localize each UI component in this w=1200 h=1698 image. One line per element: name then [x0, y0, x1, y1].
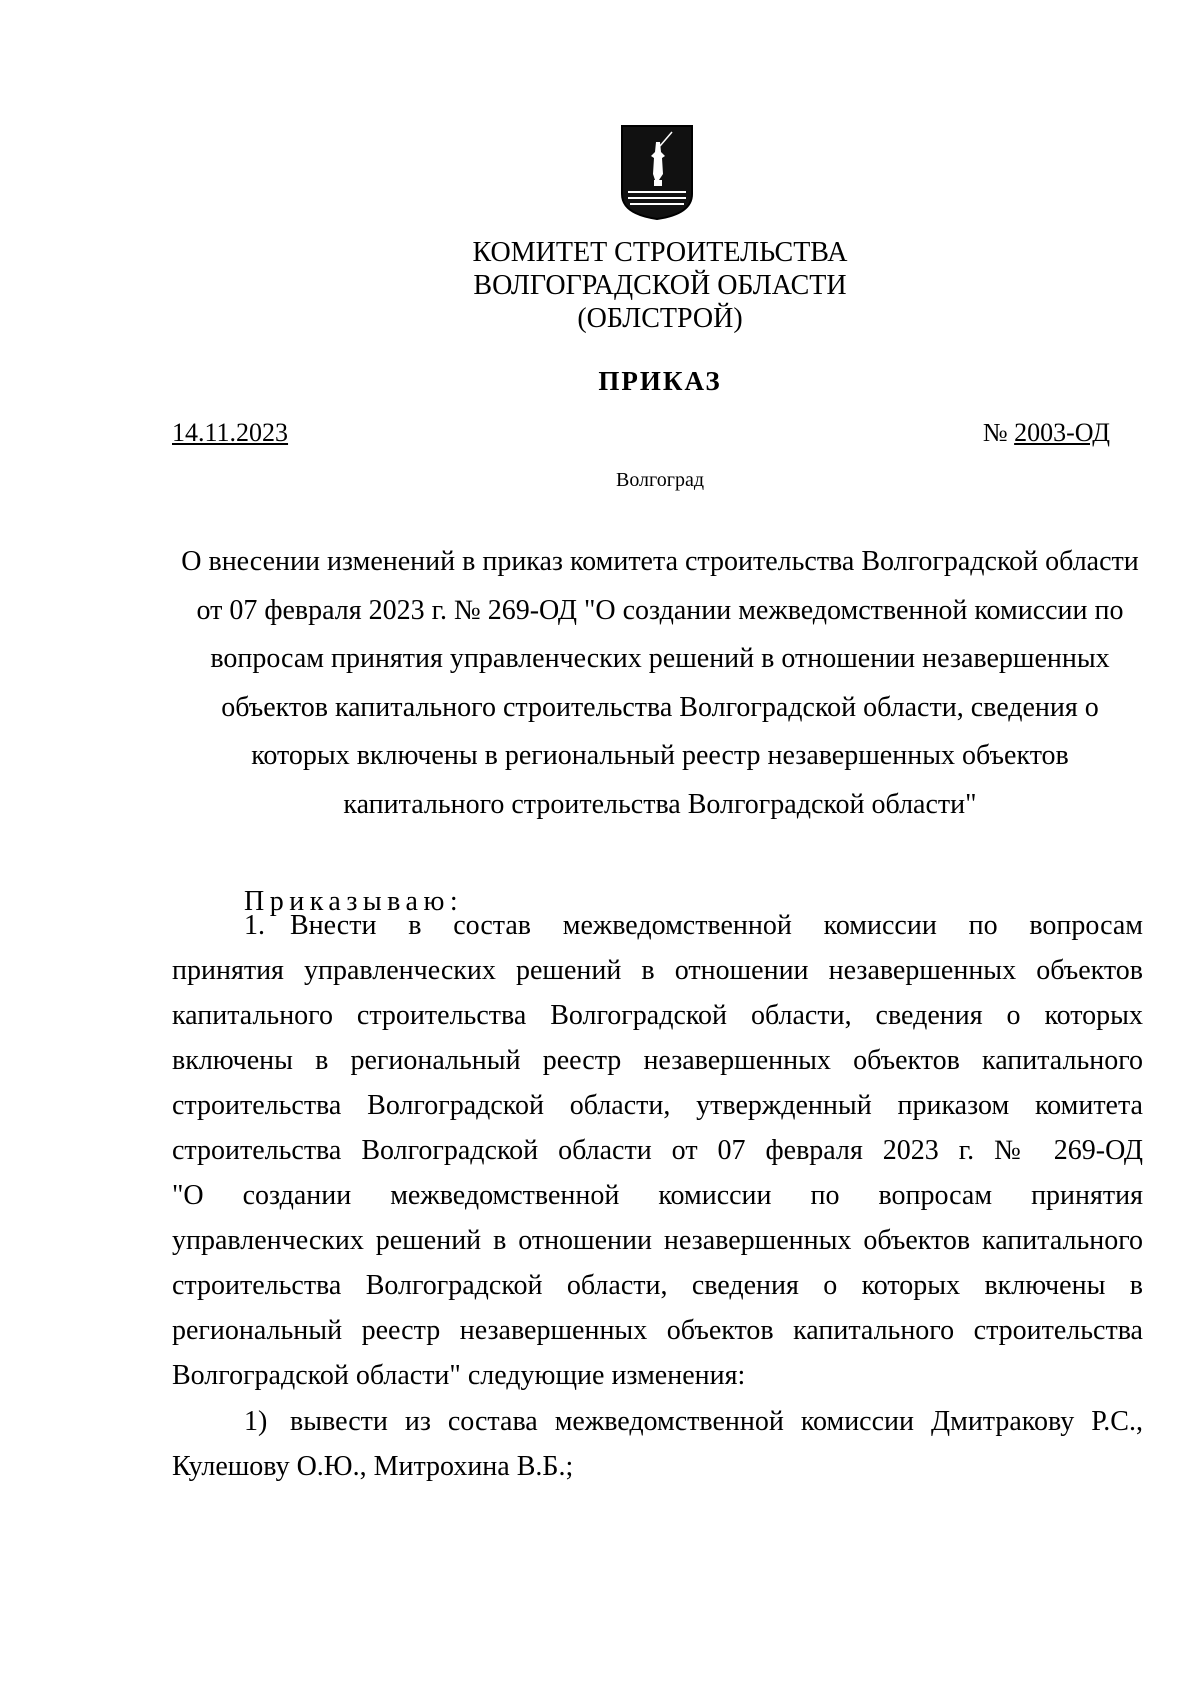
paragraph-line: капитального строительства Волгоградской области, сведения о которых — [172, 1000, 1143, 1031]
title-line: которых включены в региональный реестр незавершенных объектов — [251, 740, 1069, 771]
coat-of-arms-emblem — [620, 124, 694, 220]
paragraph-line: "О создании межведомственной комиссии по вопросам принятия — [172, 1180, 1143, 1211]
org-line-3: (ОБЛСТРОЙ) — [577, 303, 743, 334]
title-line: объектов капитального строительства Волгоградской области, сведения о — [221, 691, 1099, 723]
title-line: О внесении изменений в приказ комитета строительства Волгоградской области — [181, 546, 1139, 577]
paragraph-line: Внести в состав межведомственной комиссии по вопросам — [290, 910, 1143, 941]
paragraph-line: региональный реестр незавершенных объектов капитального строительства — [172, 1315, 1143, 1346]
order-directive-word: Приказываю: — [244, 886, 464, 917]
title-line: вопросам принятия управленческих решений в отношении незавершенных — [210, 643, 1110, 674]
subitem-1-number: 1) — [244, 1406, 268, 1437]
paragraph-line: включены в региональный реестр незавершенных объектов капитального — [172, 1045, 1143, 1076]
paragraph-line: вывести из состава межведомственной комиссии Дмитракову Р.С., — [290, 1406, 1143, 1437]
order-number-value: 2003-ОД — [1014, 418, 1110, 447]
order-number — [983, 418, 1110, 448]
paragraph-line: строительства Волгоградской области, сведения о которых включены в — [172, 1270, 1143, 1301]
city-name: Волгоград — [615, 469, 705, 491]
paragraph-line: Кулешову О.Ю., Митрохина В.Б.; — [172, 1451, 574, 1482]
order-title — [160, 538, 1160, 829]
org-line-2: ВОЛГОГРАДСКОЙ ОБЛАСТИ — [473, 270, 847, 301]
title-line: капитального строительства Волгоградской области" — [343, 788, 977, 820]
paragraph-line: принятия управленческих решений в отношении незавершенных объектов — [172, 955, 1143, 986]
document-type-heading: ПРИКАЗ — [598, 366, 722, 396]
paragraph-line: строительства Волгоградской области, утвержденный приказом комитета — [172, 1090, 1143, 1121]
paragraph-line: Волгоградской области" следующие изменения: — [172, 1360, 746, 1391]
number-sign: № — [982, 418, 1015, 447]
order-date: 14.11.2023 — [172, 418, 289, 447]
paragraph-line: строительства Волгоградской области от 07 февраля 2023 г. № 269-ОД — [172, 1135, 1143, 1166]
item-1-number: 1. — [244, 910, 265, 941]
title-line: от 07 февраля 2023 г. № 269-ОД "О создании межведомственной комиссии по — [196, 594, 1124, 626]
organization-name — [300, 236, 1020, 335]
paragraph-line: управленческих решений в отношении незавершенных объектов капитального — [172, 1225, 1143, 1256]
org-line-1: КОМИТЕТ СТРОИТЕЛЬСТВА — [472, 237, 848, 268]
